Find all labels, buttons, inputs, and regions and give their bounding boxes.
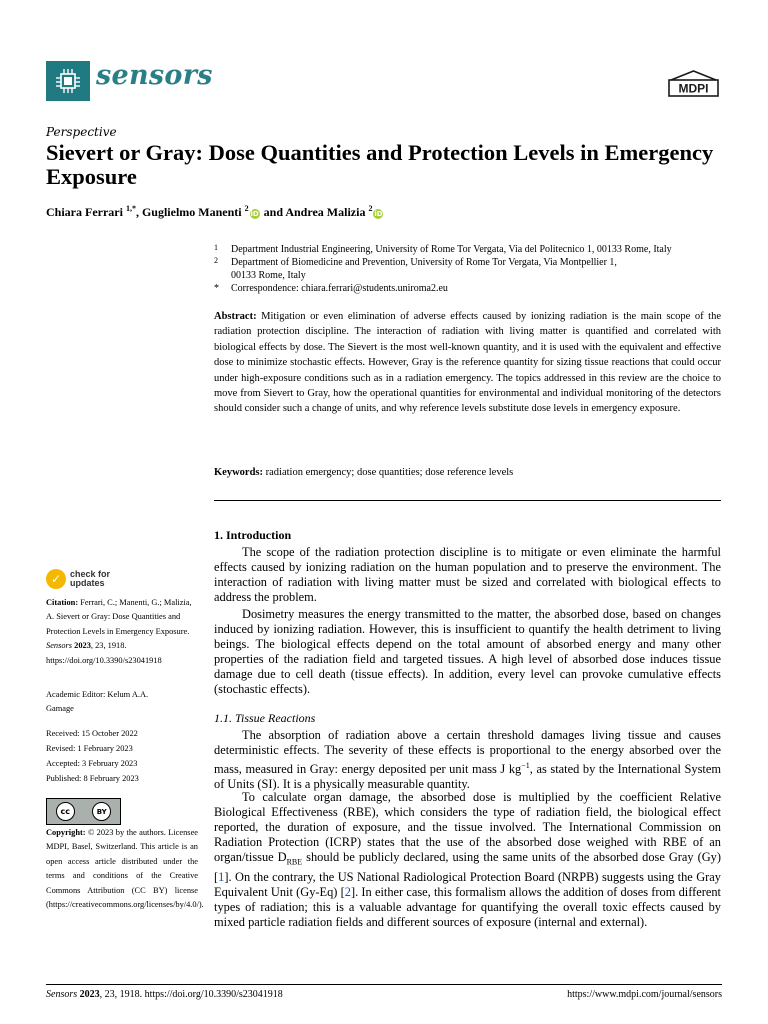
author-name: Chiara Ferrari — [46, 205, 123, 219]
author-affil: 2 — [244, 204, 249, 213]
copyright-label: Copyright: — [46, 828, 86, 837]
paper-title: Sievert or Gray: Dose Quantities and Protection Levels in Emergency Exposure — [46, 140, 714, 189]
footer-journal: Sensors — [46, 989, 78, 1000]
accepted-date: Accepted: 3 February 2023 — [46, 759, 138, 768]
cc-by-license-badge[interactable] — [46, 798, 121, 825]
keywords — [214, 467, 513, 478]
mdpi-logo-icon — [667, 70, 720, 98]
check-for-updates-label — [70, 570, 110, 588]
check-text-line: updates — [70, 578, 105, 588]
paragraph — [214, 728, 721, 793]
journal-logo-icon — [46, 61, 90, 101]
academic-editor: Academic Editor: Kelum A.A. Gamage — [46, 690, 149, 714]
citation-block — [46, 596, 198, 668]
paragraph-text: , as stated by the International System of Units (SI). It is a physically measurable quantity. — [214, 762, 721, 792]
correspondence-marker: * — [214, 283, 219, 294]
copyright-text: © 2023 by the authors. Licensee MDPI, Basel, Switzerland. This article is an open access article distributed under the terms and conditions of the Creative Commons Attribution (CC BY) license (https://creativecommons.org/licenses/by/4.0/). — [46, 828, 204, 910]
affiliation-text: 00133 Rome, Italy — [231, 270, 306, 281]
reference-link[interactable]: 2 — [344, 885, 351, 900]
published-date: Published: 8 February 2023 — [46, 774, 139, 783]
orcid-icon[interactable]: iD — [374, 210, 383, 218]
footer-year: 2023 — [79, 989, 100, 1000]
affiliation-number: 2 — [214, 256, 218, 265]
paragraph: Dosimetry measures the energy transmitted to the matter, the absorbed dose, based on changes induced by ionizing radiation. However, this is insufficient to quantify the health detriment to living beings. The biological effects depend on the total amount of absorbed energy and many other properties of the radiation field and targeted tissues. A high level of absorbed dose induces tissue damage due to cell death (tissue effects). In addition, every level can provoke cumulative effects (stochastic effects). — [214, 607, 721, 697]
abstract — [214, 309, 721, 417]
publisher-name: MDPI — [678, 81, 709, 96]
paragraph-text: should be publicly declared, using the same units of the absorbed dose Gray (Gy) [ — [214, 850, 721, 884]
paragraph-text: To calculate organ damage, the absorbed dose is multiplied by the coefficient Relative Biological Effectiveness (RBE), which considers the type of radiation field, the biological effect reported, the duration of exposure, and the tissue involved. The International Commission on Radiation Protection (ICRP) states that the use of the absorbed dose weighed with RBE of an organ/tissue D — [214, 790, 721, 865]
affiliation-number: 1 — [214, 243, 218, 252]
article-type: Perspective — [46, 125, 117, 139]
abstract-label: Abstract: — [214, 311, 257, 322]
checkmark-icon: ✓ — [46, 569, 66, 589]
by-icon: BY — [92, 802, 111, 821]
subscript: RBE — [286, 857, 303, 867]
citation-text: Ferrari, C.; Manenti, G.; Malizia, A. Sievert or Gray: Dose Quantities and Protection Levels in Emergency Exposure. — [46, 598, 192, 636]
journal-name: sensors — [96, 60, 213, 91]
footer-doi[interactable]: , 23, 1918. https://doi.org/10.3390/s23041918 — [99, 989, 283, 1000]
revised-date: Revised: 1 February 2023 — [46, 744, 133, 753]
superscript: −1 — [521, 761, 530, 771]
paragraph: The scope of the radiation protection discipline is to mitigate or even eliminate the harmful effects caused by ionizing radiation on the human population and to preserve the environment. The interaction of radiation with living matter must be sized and correlated with biological effects to address the problem. — [214, 545, 721, 605]
citation-label: Citation: — [46, 598, 79, 607]
author-name: Andrea Malizia — [285, 205, 366, 219]
check-for-updates-button[interactable] — [46, 569, 110, 589]
received-date: Received: 15 October 2022 — [46, 729, 138, 738]
abstract-text: Mitigation or even elimination of adverse effects caused by ionizing radiation is the main scope of the radiation protection discipline. The interaction of radiation with living matter is quantified and correlated with biological effects by dose. The Sievert is the most well-known quantity, and it is used with the equivalent and effective dose to minimize stochastic effects. However, Gray is the reference quantity for sizing tissue reactions that could occur under high-exposure conditions such as in a radiation emergency. The topics addressed in this review are the choice to move from Sievert to Gray, how the operational quantities for environmental and individual monitoring of the detectors should consider such a change of units, and why reference levels substitute dose levels in emergency exposure. — [214, 311, 721, 415]
orcid-icon[interactable]: iD — [250, 210, 259, 218]
correspondence-text: Correspondence: chiara.ferrari@students.uniroma2.eu — [231, 283, 448, 294]
author-affil: 2 — [368, 204, 373, 213]
paragraph-text: The absorption of radiation above a certain threshold damages living tissue and causes deterministic effects. The severity of these effects is proportional to the energy absorbed over the mass, measured in Gray: energy deposited per unit mass J kg — [214, 728, 721, 777]
footer-divider — [46, 984, 722, 985]
subsection-heading: 1.1. Tissue Reactions — [214, 711, 316, 725]
citation-doi[interactable]: , 23, 1918. https://doi.org/10.3390/s23041918 — [46, 641, 162, 665]
paragraph — [214, 790, 721, 930]
affiliation-text: Department of Biomedicine and Prevention, University of Rome Tor Vergata, Via Montpellier 1, — [231, 257, 617, 268]
footer-citation — [46, 989, 283, 1000]
author-list: Chiara Ferrari $^{1,*}$, Guglielmo Manenti $^2$iD and Andrea Malizia $^2$iD — [46, 204, 383, 219]
keywords-text: radiation emergency; dose quantities; dose reference levels — [265, 467, 514, 478]
keywords-label: Keywords: — [214, 467, 263, 478]
author-conjunction: and — [263, 205, 283, 219]
check-text-line: check for — [70, 569, 111, 579]
citation-year: 2023 — [74, 641, 91, 651]
citation-journal: Sensors — [46, 641, 73, 651]
divider — [214, 500, 721, 501]
reference-link[interactable]: 1 — [218, 869, 225, 884]
paragraph-text: ]. On the contrary, the US National Radiological Protection Board (NRPB) suggests using the Gray Equivalent Unit (Gy-Eq) [ — [214, 869, 721, 900]
affiliation-text: Department Industrial Engineering, University of Rome Tor Vergata, Via del Politecnico 1, 00133 Rome, Italy — [231, 244, 672, 255]
author-name: Guglielmo Manenti — [141, 205, 242, 219]
author-affil: 1,* — [125, 204, 136, 213]
cc-icon: cc — [56, 802, 75, 821]
footer-journal-url[interactable]: https://www.mdpi.com/journal/sensors — [567, 989, 722, 1000]
section-heading: 1. Introduction — [214, 528, 292, 542]
paragraph-text: ]. In either case, this formalism allows the addition of doses from different types of radiation; this is a valuable advantage for quantifying the overall toxic effects caused by mixed particle radiation fields and different sources of exposure (internal and external). — [214, 885, 721, 930]
copyright-block — [46, 826, 204, 912]
